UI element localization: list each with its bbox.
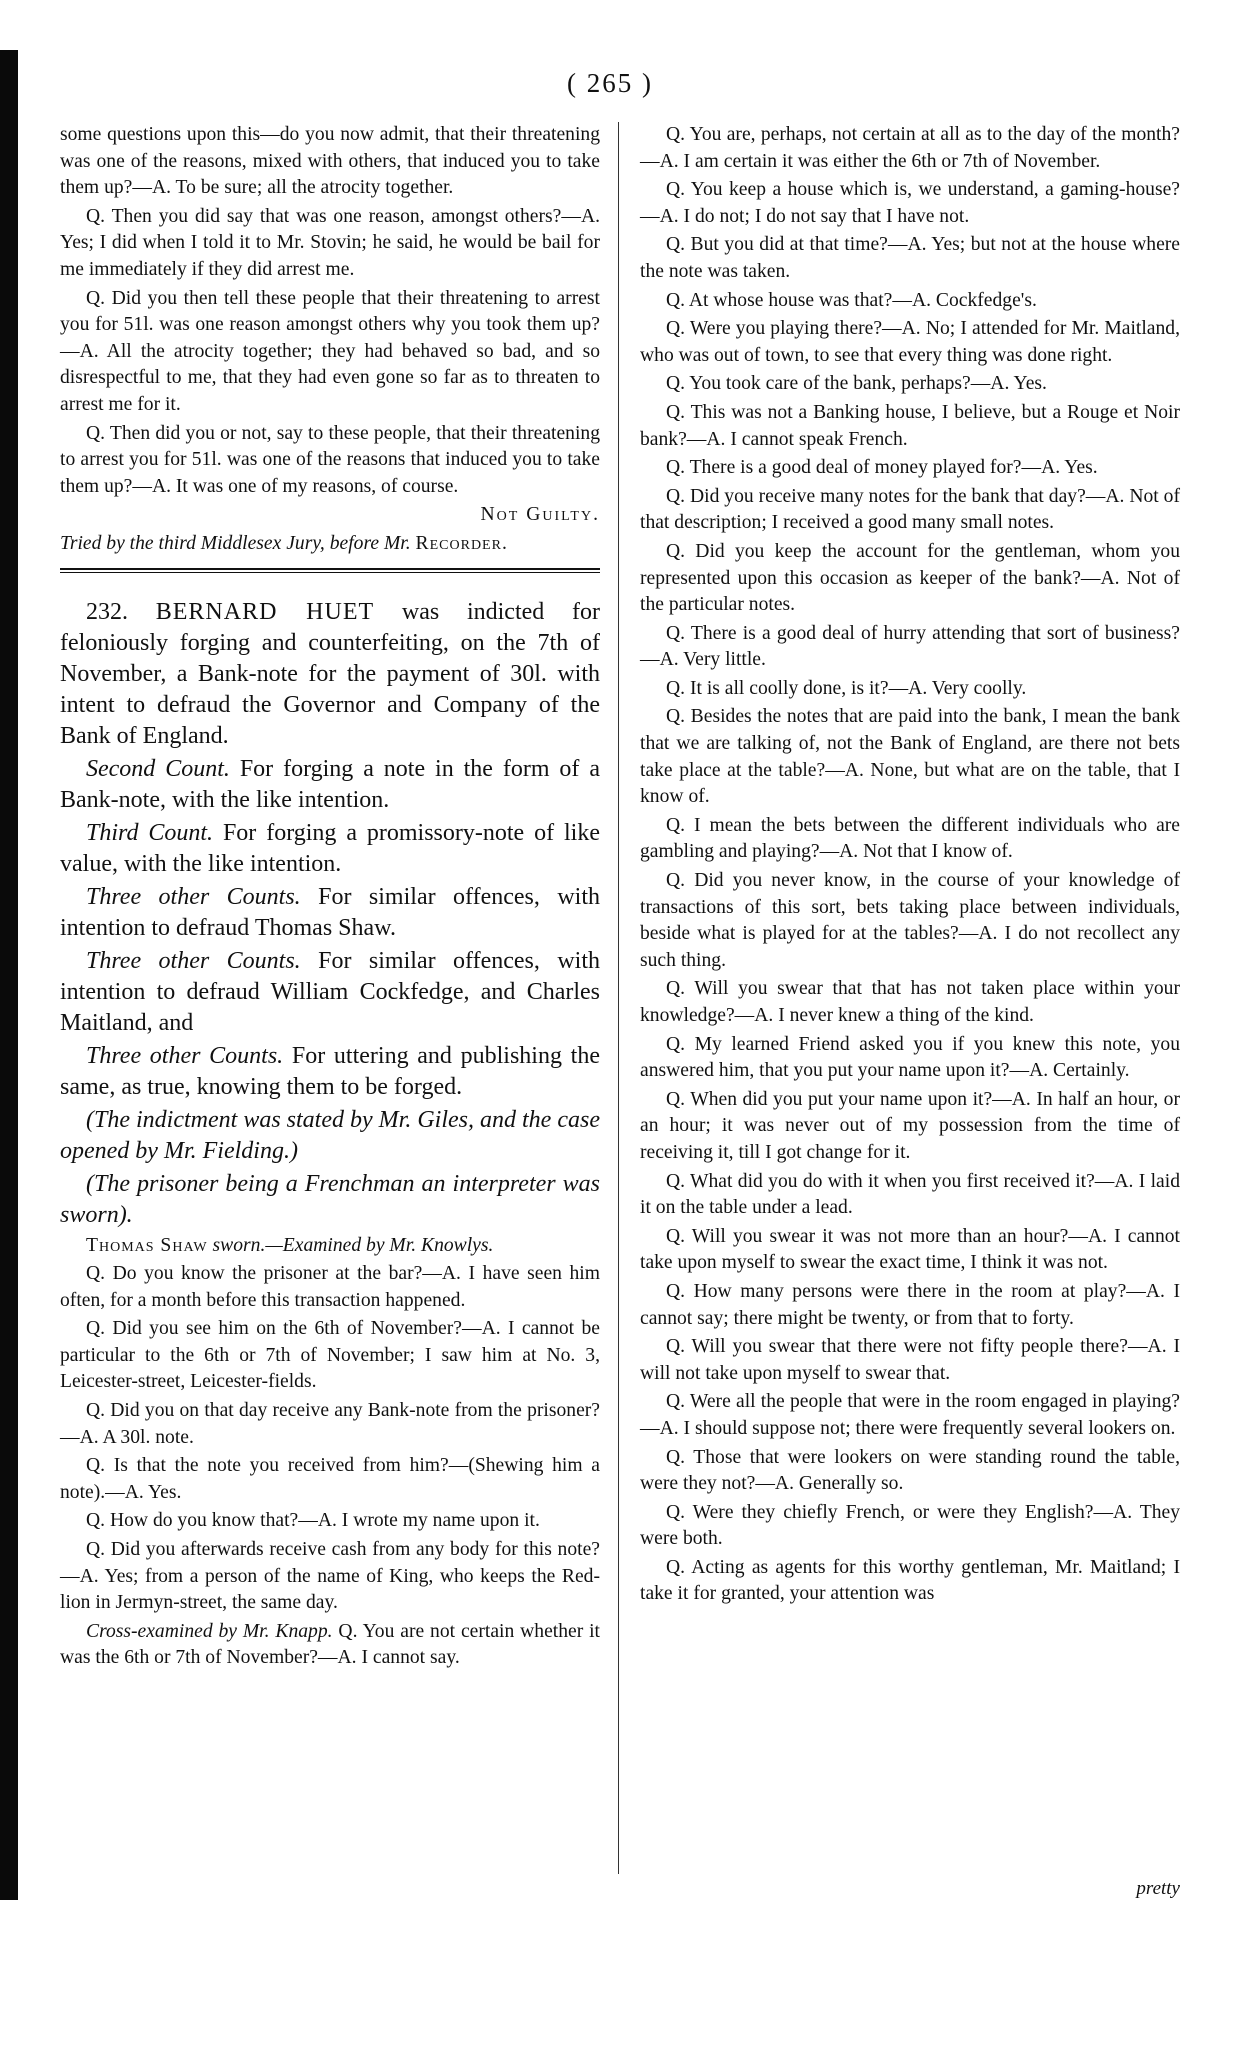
case-number: 232. xyxy=(86,598,128,625)
count-label: Three other Counts. xyxy=(86,1042,284,1069)
paragraph: Q. There is a good deal of money played for?—A. Yes. xyxy=(666,457,1098,479)
count xyxy=(60,1041,600,1103)
column-divider xyxy=(618,122,619,1874)
trial-note xyxy=(60,531,600,558)
binding-edge xyxy=(0,50,18,1900)
section-rule xyxy=(60,568,600,573)
count-text: For similar offences, with intention to defraud William Cockfedge, and Charles Maitland, and xyxy=(60,947,601,1036)
cross-examination xyxy=(60,1619,600,1672)
paragraph: Q. How do you know that?—A. I wrote my name upon it. xyxy=(86,1510,540,1532)
verdict: Not Guilty. xyxy=(480,504,600,526)
paragraph: Q. Then did you or not, say to these people, that their threatening to arrest you for 51l. was one of the reasons that induced you to take them up?—A. It was one of my reasons, of course. xyxy=(60,422,600,497)
witness-section xyxy=(60,1233,600,1673)
paragraph: some questions upon this—do you now admit, that their threatening was one of the reasons, mixed with others, that induced you to take them up?—A. To be sure; all the atrocity together. xyxy=(60,124,600,199)
count-label: Second Count. xyxy=(86,755,230,782)
paragraph: Q. This was not a Banking house, I believe, but a Rouge et Noir bank?—A. I cannot speak French. xyxy=(640,401,1180,450)
paragraph: Q. Did you afterwards receive cash from any body for this note?—A. Yes; from a person of the name of King, who keeps the Red-lion in Jermyn-street, the same day. xyxy=(60,1539,600,1614)
witness-name: Thomas Shaw xyxy=(86,1234,208,1256)
case-section xyxy=(60,597,600,1231)
paragraph: Q. What did you do with it when you first received it?—A. I laid it on the table under a lead. xyxy=(640,1170,1180,1219)
cross-text: Q. You are not certain whether it was the 6th or 7th of November?—A. I cannot say. xyxy=(60,1620,600,1669)
count-text: For forging a note in the form of a Bank-note, with the like intention. xyxy=(60,755,600,813)
count-text: For uttering and publishing the same, as true, knowing them to be forged. xyxy=(60,1042,600,1100)
paragraph: Q. Did you then tell these people that their threatening to arrest you for 51l. was one reason amongst others why you took them up?—A. All the atrocity together; they had behaved so bad, and so disrespectful to me, that they had even gone so far as to threaten to arrest me for it. xyxy=(60,287,600,415)
case-name: BERNARD HUET xyxy=(155,598,375,625)
page-number: ( 265 ) xyxy=(567,68,653,98)
catchword: pretty xyxy=(1136,1878,1180,1899)
paragraph: Q. Did you keep the account for the gentleman, whom you represented upon this occasion as keeper of the bank?—A. Not of the particular notes. xyxy=(640,540,1180,616)
paragraph: Q. But you did at that time?—A. Yes; but not at the house where the note was taken. xyxy=(640,234,1180,282)
paragraph: Q. Will you swear that that has not taken place within your knowledge?—A. I never knew a thing of the kind. xyxy=(640,978,1180,1026)
paragraph: Q. You took care of the bank, perhaps?—A. Yes. xyxy=(666,373,1047,395)
paragraph: Q. Besides the notes that are paid into the bank, I mean the bank that we are talking of, not the Bank of England, are there not bets take place at the table?—A. None, but what are on the table, that I know of. xyxy=(640,706,1180,808)
paragraph: Q. My learned Friend asked you if you knew this note, you answered him, that you put your name upon it?—A. Certainly. xyxy=(640,1033,1180,1082)
right-column xyxy=(640,122,1180,1610)
trial-note-text: Tried by the third Middlesex Jury, before Mr. xyxy=(60,532,416,554)
paragraph: Q. Is that the note you received from him?—(Shewing him a note).—A. Yes. xyxy=(60,1455,600,1503)
interpreter-note: (The prisoner being a Frenchman an interpreter was sworn). xyxy=(60,1170,600,1228)
paragraph: Q. Were you playing there?—A. No; I attended for Mr. Maitland, who was out of town, to see that every thing was done right. xyxy=(640,318,1180,366)
paragraph: Q. I mean the bets between the different individuals who are gambling and playing?—A. Not that I know of. xyxy=(640,814,1180,863)
paragraph: Q. Will you swear it was not more than an hour?—A. I cannot take upon myself to swear the exact time, I think it was not. xyxy=(640,1225,1180,1274)
paragraph: Q. Then you did say that was one reason, amongst others?—A. Yes; I did when I told it to Mr. Stovin; he said, he would be bail for me immediately if they did arrest me. xyxy=(60,205,600,280)
paragraph: Q. Were all the people that were in the room engaged in playing?—A. I should suppose not; there were frequently several lookers on. xyxy=(640,1391,1180,1439)
witness-sworn: sworn.—Examined by Mr. Knowlys. xyxy=(207,1234,494,1256)
paragraph: Q. Will you swear that there were not fifty people there?—A. I will not take upon myself to swear that. xyxy=(640,1336,1180,1384)
paragraph: Q. It is all coolly done, is it?—A. Very coolly. xyxy=(666,677,1027,699)
paragraph: Q. Acting as agents for this worthy gentleman, Mr. Maitland; I take it for granted, your attention was xyxy=(640,1556,1180,1605)
paragraph: Q. Did you receive many notes for the bank that day?—A. Not of that description; I received a good many small notes. xyxy=(640,485,1180,534)
left-column xyxy=(60,122,600,1674)
indictment-note: (The indictment was stated by Mr. Giles, and the case opened by Mr. Fielding.) xyxy=(60,1106,600,1164)
cross-label: Cross-examined by Mr. Knapp. xyxy=(86,1620,333,1642)
paragraph: Q. When did you put your name upon it?—A. In half an hour, or an hour; it was never out of my possession from the time of receiving it, till I got change for it. xyxy=(640,1088,1180,1163)
count-text: For forging a promissory-note of like value, with the like intention. xyxy=(60,819,600,877)
witness-heading xyxy=(60,1233,600,1260)
case-heading xyxy=(60,597,600,752)
paragraph: Q. Did you on that day receive any Bank-note from the prisoner?—A. A 30l. note. xyxy=(60,1400,600,1448)
paragraph: Q. You are, perhaps, not certain at all as to the day of the month?—A. I am certain it was either the 6th or 7th of November. xyxy=(640,124,1180,172)
count xyxy=(60,946,600,1039)
paragraph: Q. Were they chiefly French, or were they English?—A. They were both. xyxy=(640,1501,1180,1550)
paragraph: Q. Did you never know, in the course of your knowledge of transactions of this sort, bets taking place between individuals, beside what is played for at the tables?—A. I do not recollect any such thing. xyxy=(640,870,1180,971)
paragraph: Q. How many persons were there in the room at play?—A. I cannot say; there might be twenty, or from that to forty. xyxy=(640,1280,1180,1329)
count-label: Third Count. xyxy=(86,819,214,846)
trial-note-recorder: Recorder. xyxy=(415,532,508,554)
count xyxy=(60,818,600,880)
paragraph: Q. At whose house was that?—A. Cockfedge's. xyxy=(666,289,1037,311)
count xyxy=(60,754,600,816)
count-label: Three other Counts. xyxy=(86,883,301,910)
count-text: For similar offences, with intention to defraud Thomas Shaw. xyxy=(60,883,601,941)
paragraph: Q. Those that were lookers on were standing round the table, were they not?—A. Generally so. xyxy=(640,1446,1180,1495)
paragraph: Q. Did you see him on the 6th of November?—A. I cannot be particular to the 6th or 7th of November; I saw him at No. 3, Leicester-street, Leicester-fields. xyxy=(60,1318,600,1393)
case-text: was indicted for feloniously forging and counterfeiting, on the 7th of November, a Bank-note for the payment of 30l. with intent to defraud the Governor and Company of the Bank of England. xyxy=(60,598,600,749)
count-label: Three other Counts. xyxy=(86,947,301,974)
count xyxy=(60,882,600,944)
paragraph: Q. Do you know the prisoner at the bar?—A. I have seen him often, for a month before this transaction happened. xyxy=(60,1263,600,1311)
paragraph: Q. You keep a house which is, we understand, a gaming-house?—A. I do not; I do not say that I have not. xyxy=(640,179,1180,227)
paragraph: Q. There is a good deal of hurry attending that sort of business?—A. Very little. xyxy=(640,622,1180,671)
